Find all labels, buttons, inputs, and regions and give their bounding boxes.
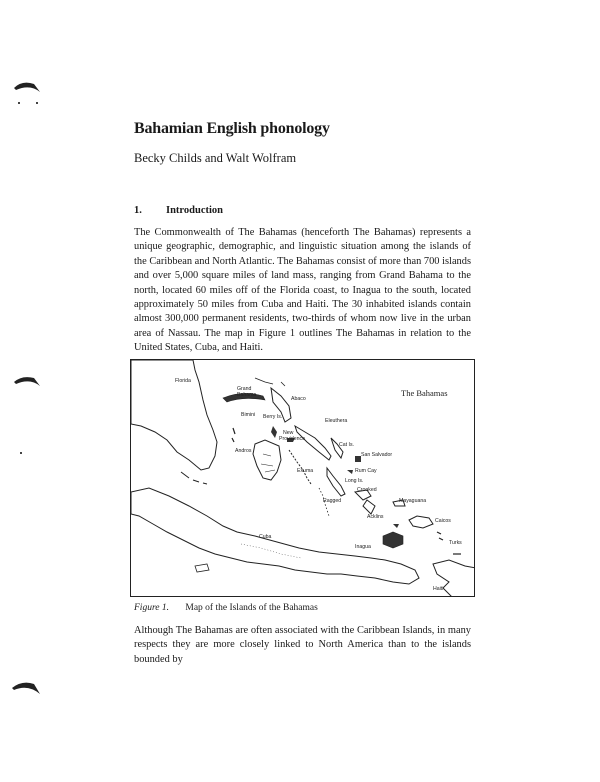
- turks-islands: [437, 532, 443, 540]
- andros-channels: [261, 454, 275, 472]
- long-island: [327, 468, 345, 496]
- exuma-cays: [289, 450, 314, 484]
- label-acklins: Acklins: [367, 514, 384, 520]
- label-ragged: Ragged: [323, 498, 342, 504]
- label-cat-island: Cat Is.: [339, 442, 354, 448]
- label-cuba: Cuba: [259, 534, 272, 540]
- label-berry: Berry Is.: [263, 414, 283, 420]
- label-bimini: Bimini: [241, 412, 256, 418]
- section-heading: Introduction: [166, 205, 223, 216]
- scan-mark-top: [12, 76, 42, 110]
- rum-cay-island: [347, 470, 353, 474]
- section-number: 1.: [134, 205, 142, 216]
- paper-title: Bahamian English phonology: [134, 120, 330, 137]
- figure-caption-label: Figure 1.: [134, 603, 170, 613]
- acklins-island: [363, 500, 375, 514]
- cuba-landmass: [131, 488, 419, 584]
- label-new-providence: New Providence: [279, 430, 305, 442]
- label-long-island: Long Is.: [345, 478, 364, 484]
- label-rum-cay: Rum Cay: [355, 468, 377, 474]
- body-paragraph: Although The Bahamas are often associated with the Caribbean Islands, in many respects they are more closely linked to North America than to the islands bounded by: [134, 625, 471, 665]
- bahamas-map-figure: [130, 359, 475, 597]
- label-exuma: Exuma: [297, 468, 314, 474]
- label-san-salvador: San Salvador: [361, 452, 393, 458]
- label-caicos: Caicos: [435, 518, 451, 524]
- label-abaco: Abaco: [291, 396, 306, 402]
- scan-mark-dot: [18, 450, 24, 456]
- label-turks: Turks: [449, 540, 462, 546]
- scan-mark-bottom: [10, 676, 42, 700]
- label-eleuthera: Eleuthera: [325, 418, 348, 424]
- florida-landmass: [131, 360, 217, 470]
- label-florida: Florida: [175, 378, 191, 384]
- label-inagua: Inagua: [355, 544, 371, 550]
- label-haiti: Haiti: [433, 586, 444, 592]
- label-crooked: Crooked: [357, 487, 377, 493]
- florida-keys: [181, 472, 207, 484]
- cat-island: [331, 438, 343, 458]
- map-title: The Bahamas: [401, 388, 448, 398]
- bahamas-map: [131, 360, 475, 597]
- abaco-cays: [255, 378, 285, 386]
- intro-paragraph: The Commonwealth of The Bahamas (henceforth The Bahamas) represents a unique geographic, demographic, and linguistic situation among the islands of the Caribbean and North Atlantic. The Bahamas consist of more than 700 islands and over 5,000 square miles of land mass, ranging from Grand Bahama to the north, located 60 miles off of the Florida coast, to Inagua to the south, located approximately 50 miles from Cuba and Haiti. The 30 inhabited islands contain almost 300,000 permanent residents, two-thirds of whom now live in the urban area of Nassau. The map in Figure 1 outlines The Bahamas in relation to the United States, Cuba, and Haiti.: [134, 227, 471, 354]
- little-inagua: [393, 524, 399, 528]
- paper-authors: Becky Childs and Walt Wolfram: [134, 151, 297, 165]
- caicos-islands: [409, 516, 433, 528]
- label-andros: Andros: [235, 448, 252, 454]
- bimini-island: [232, 428, 235, 442]
- label-grand-bahama: Grand Bahama: [237, 386, 257, 398]
- berry-islands: [271, 426, 277, 438]
- scan-mark-middle: [12, 372, 42, 392]
- label-mayaguana: Mayaguana: [399, 498, 427, 504]
- figure-caption: [134, 603, 318, 613]
- eleuthera-island: [295, 426, 331, 460]
- andros-island: [253, 440, 281, 480]
- inagua-island: [383, 532, 403, 548]
- isle-of-youth: [195, 564, 209, 572]
- figure-caption-text: Map of the Islands of the Bahamas: [185, 603, 318, 613]
